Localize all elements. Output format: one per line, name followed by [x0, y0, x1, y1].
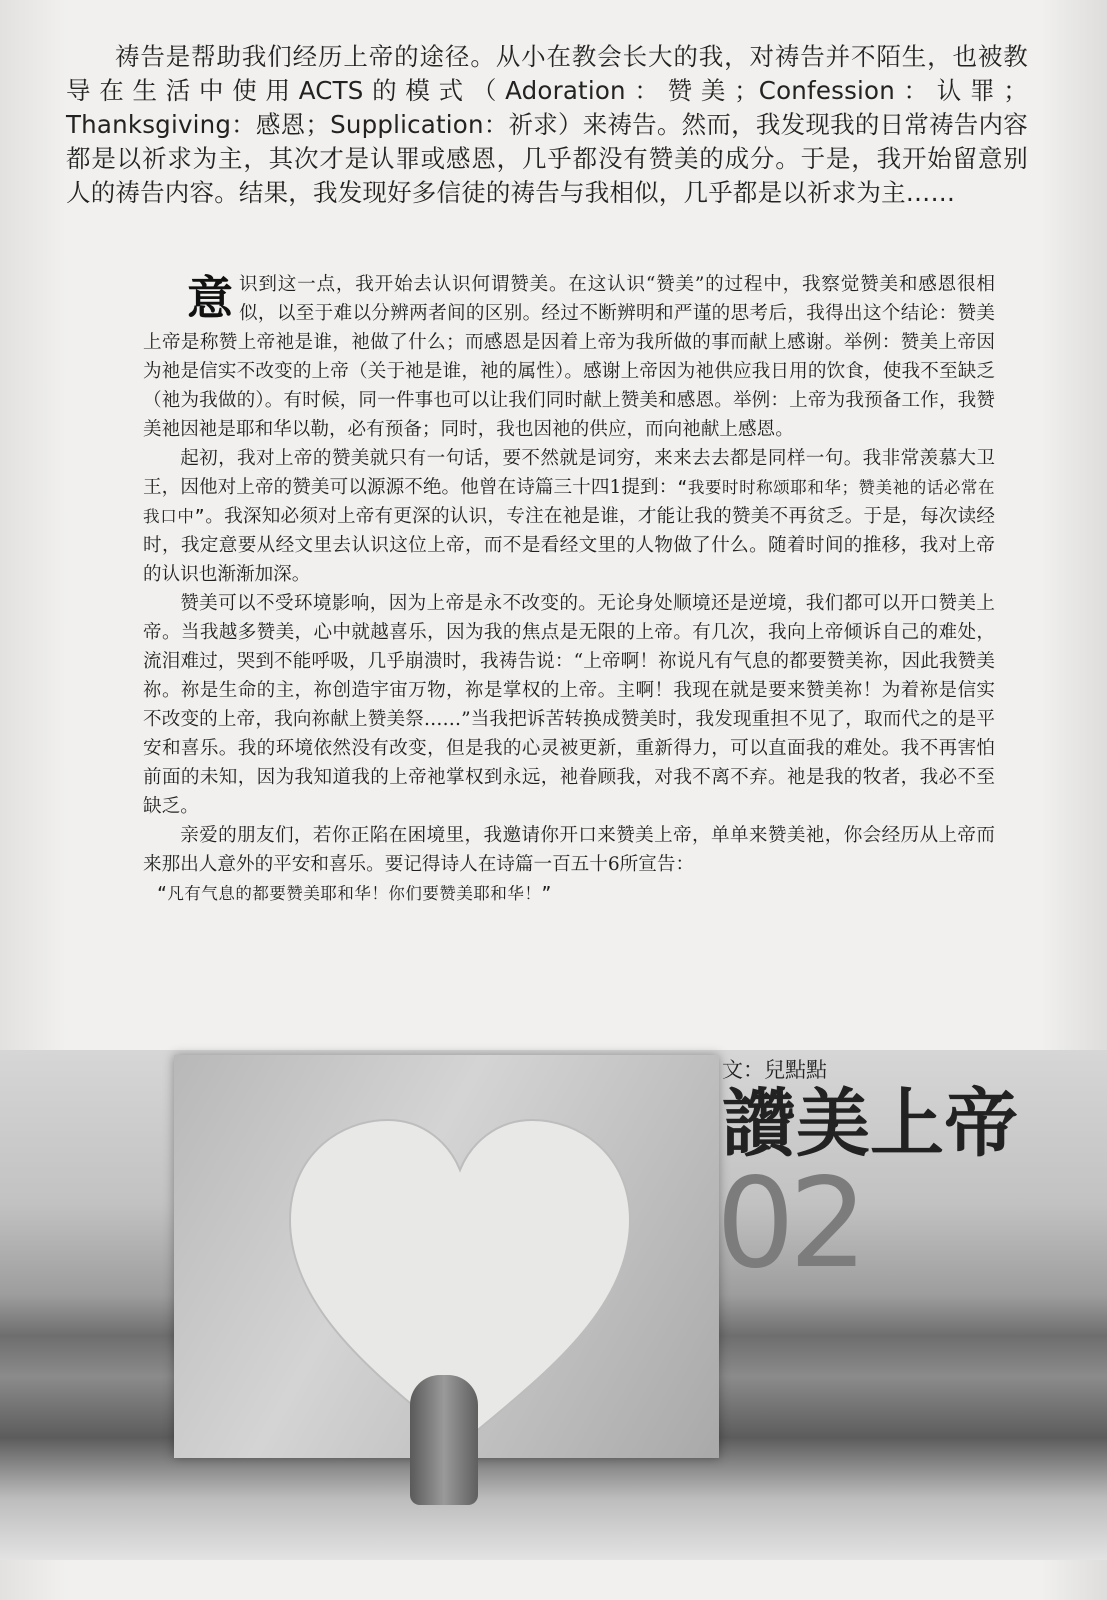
article-title: 讚美上帝: [722, 1081, 1018, 1167]
intro-section: [66, 40, 1028, 210]
paragraph-4-text: 亲爱的朋友们，若你正陷在困境里，我邀请你开口来赞美上帝，单单来赞美祂，你会经历从上帝而来那出人意外的平安和喜乐。要记得诗人在诗篇一百五十6所宣告：: [143, 825, 995, 875]
thumb-holding-card: [410, 1375, 478, 1505]
intro-paragraph: 祷告是帮助我们经历上帝的途径。从小在教会长大的我，对祷告并不陌生，也被教导在生活中使用ACTS的模式（Adoration：赞美；Confession：认罪；Thanksgiving：感恩；Supplication：祈求）来祷告。然而，我发现我的日常祷告内容都是以祈求为主，其次才是认罪或感恩，几乎都没有赞美的成分。于是，我开始留意别人的祷告内容。结果，我发现好多信徒的祷告与我相似，几乎都是以祈求为主……: [66, 42, 1028, 207]
article-paragraph-1: [143, 270, 995, 444]
psalm-34-quote: “我要时时称颂耶和华；赞美祂的话必常在我口中”: [143, 478, 995, 526]
paragraph-1-text: 识到这一点，我开始去认识何谓赞美。在这认识“赞美”的过程中，我察觉赞美和感恩很相似，以至于难以分辨两者间的区别。经过不断辨明和严谨的思考后，我得出这个结论：赞美上帝是称赞上帝祂是谁，祂做了什么；而感恩是因着上帝为我所做的事而献上感谢。举例：赞美上帝因为祂是信实不改变的上帝（关于祂是谁，祂的属性）。感谢上帝因为祂供应我日用的饮食，使我不至缺乏（祂为我做的）。有时候，同一件事也可以让我们同时献上赞美和感恩。举例：上帝为我预备工作，我赞美祂因祂是耶和华以勒，必有预备；同时，我也因祂的供应，而向祂献上感恩。: [143, 274, 995, 440]
article-paragraph-2: [143, 444, 995, 589]
paragraph-2-text-b: 。我深知必须对上帝有更深的认识，专注在祂是谁，才能让我的赞美不再贫乏。于是，每次读经时，我定意要从经文里去认识这位上帝，而不是看经文里的人物做了什么。随着时间的推移，我对上帝的认识也渐渐加深。: [143, 506, 995, 585]
article-body: [143, 270, 995, 908]
issue-number: 02: [716, 1152, 862, 1296]
paragraph-2-text-a: 起初，我对上帝的赞美就只有一句话，要不然就是词穷，来来去去都是同样一句。我非常羡慕大卫王，因他对上帝的赞美可以源源不绝。他曾在诗篇三十四1提到：: [143, 448, 995, 498]
article-paragraph-3: 赞美可以不受环境影响，因为上帝是永不改变的。无论身处顺境还是逆境，我们都可以开口赞美上帝。当我越多赞美，心中就越喜乐，因为我的焦点是无限的上帝。有几次，我向上帝倾诉自己的难处，流泪难过，哭到不能呼吸，几乎崩溃时，我祷告说：“上帝啊！祢说凡有气息的都要赞美祢，因此我赞美祢。祢是生命的主，祢创造宇宙万物，祢是掌权的上帝。主啊！我现在就是要来赞美祢！为着祢是信实不改变的上帝，我向祢献上赞美祭……”当我把诉苦转换成赞美时，我发现重担不见了，取而代之的是平安和喜乐。我的环境依然没有改变，但是我的心灵被更新，重新得力，可以直面我的难处。我不再害怕前面的未知，因为我知道我的上帝祂掌权到永远，祂眷顾我，对我不离不弃。祂是我的牧者，我必不至缺乏。: [143, 593, 995, 817]
drop-cap: 意: [187, 271, 233, 325]
article-paragraph-4: [143, 821, 995, 879]
author-byline: 文：兒點點: [722, 1058, 827, 1082]
psalm-150-quote: “凡有气息的都要赞美耶和华！你们要赞美耶和华！”: [157, 884, 552, 903]
